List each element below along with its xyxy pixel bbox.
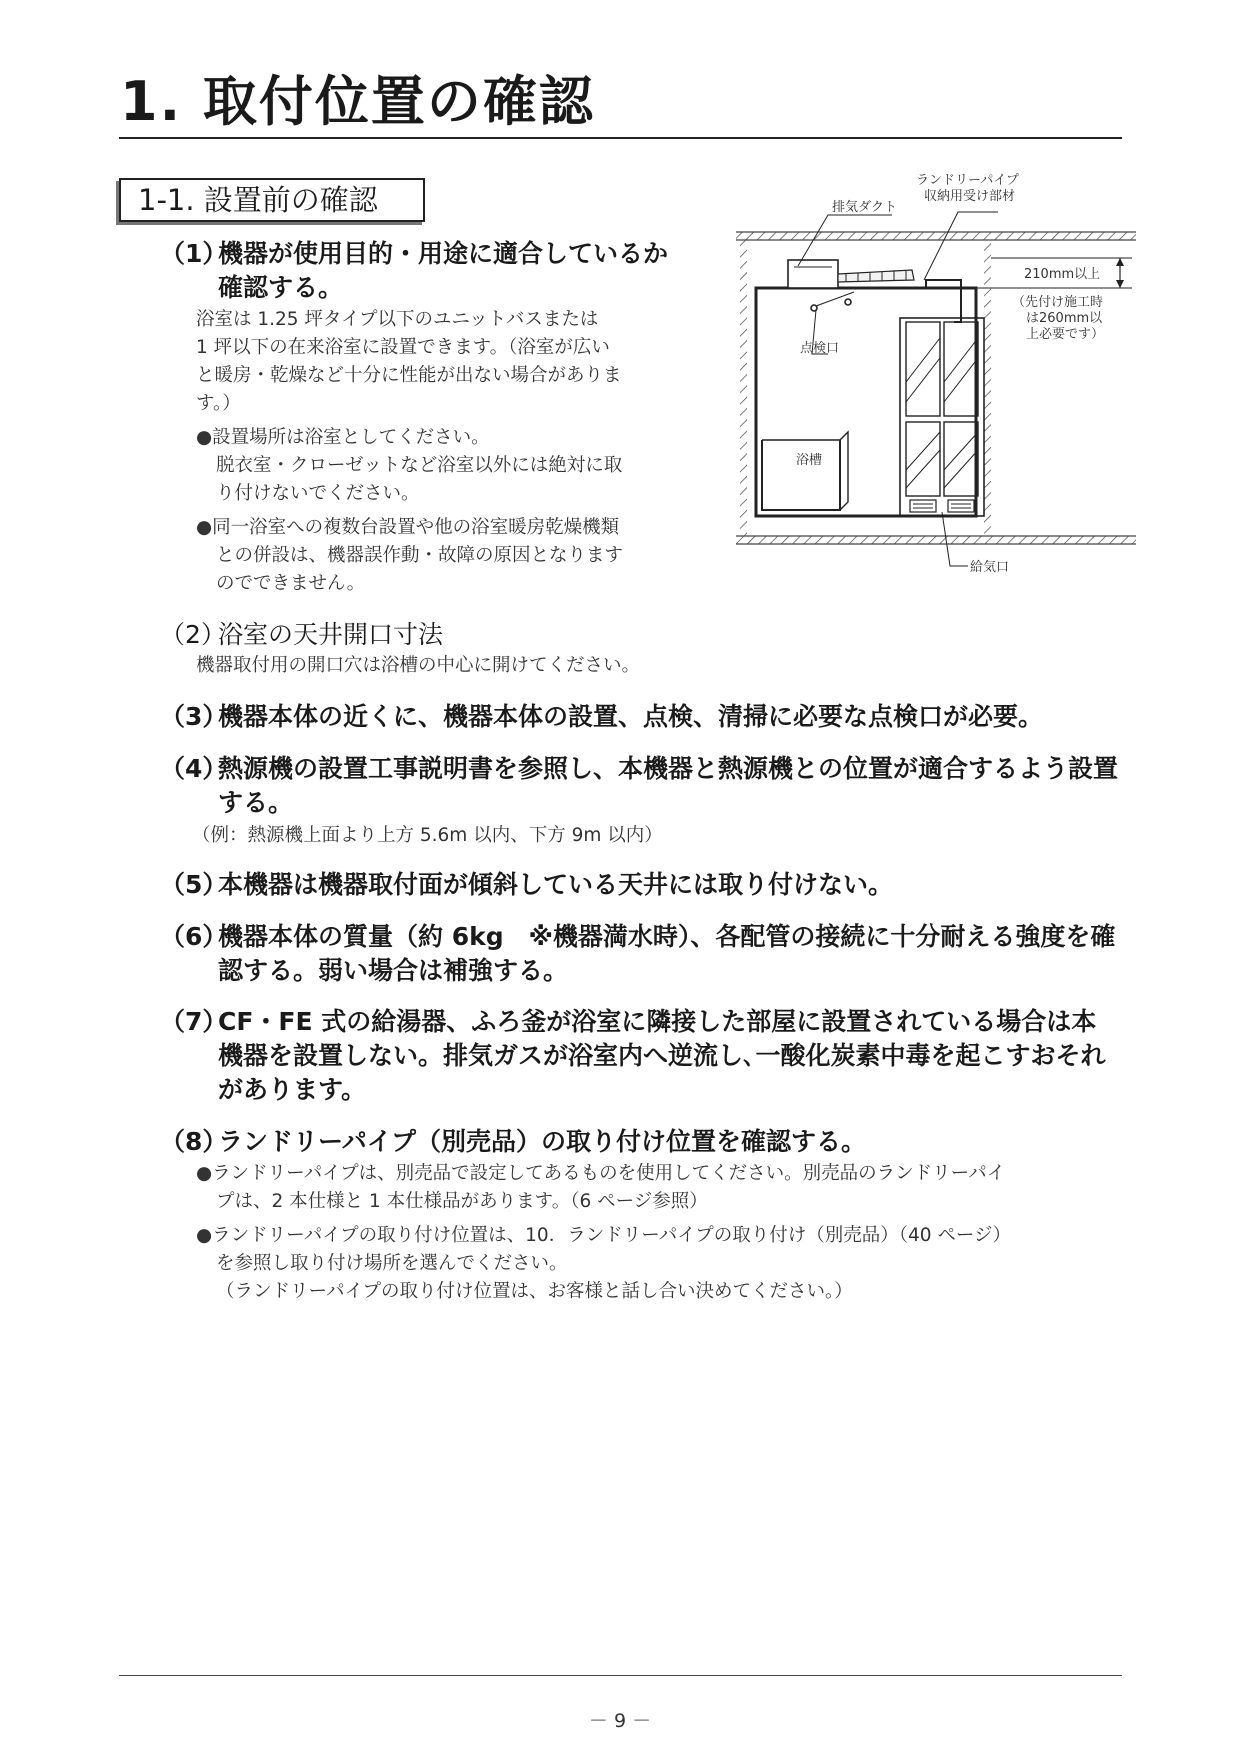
item-8-bullet2-line3: （ランドリーパイプの取り付け位置は、お客様と話し合い決めてください。）: [216, 1281, 853, 1302]
floor-slab: [736, 536, 1136, 544]
item-1-bullet1-line3: り付けないでください。: [216, 483, 420, 504]
item-2-heading: 浴室の天井開口寸法: [218, 620, 444, 649]
note-line2: は260mm以: [1026, 311, 1103, 326]
item-4-heading-line2: する。: [218, 788, 294, 817]
section-title: 1-1. 設置前の確認: [138, 183, 378, 217]
intake-vent-left: [910, 500, 936, 512]
note-line1: （先付け施工時: [1012, 295, 1104, 310]
item-4-number: （4）: [160, 754, 228, 783]
item-2-body: 機器取付用の開口穴は浴槽の中心に開けてください。: [196, 655, 641, 676]
bathtub: [762, 440, 840, 510]
label-laundry-pipe-line2: 収納用受け部材: [924, 189, 1016, 204]
storage-cabinet: [900, 318, 984, 516]
title-rule: [119, 137, 1122, 139]
page-title: 1. 取付位置の確認: [120, 70, 595, 133]
item-8-bullet2-line1: ●ランドリーパイプの取り付け位置は、10．ランドリーパイプの取り付け（別売品）（40 ページ）: [196, 1225, 1012, 1246]
item-1-body-line2: 1 坪以下の在来浴室に設置できます。（浴室が広い: [196, 337, 610, 358]
laundry-pipe-holder: [926, 280, 961, 322]
item-5-heading: 本機器は機器取付面が傾斜している天井には取り付けない。: [218, 870, 894, 899]
label-clearance: 210mm以上: [1024, 267, 1101, 282]
item-4-heading-line1: 熱源機の設置工事説明書を参照し、本機器と熱源機との位置が適合するよう設置: [218, 754, 1119, 783]
item-1-body-line1: 浴室は 1.25 坪タイプ以下のユニットバスまたは: [196, 309, 599, 330]
right-wall: [984, 240, 991, 536]
item-8-number: （8）: [160, 1127, 228, 1156]
item-7-number: （7）: [160, 1007, 228, 1036]
item-8-bullet2-line2: を参照し取り付け場所を選んでください。: [216, 1253, 568, 1274]
item-7-heading-line2: 機器を設置しない。排気ガスが浴室内へ逆流し､一酸化炭素中毒を起こすおそれ: [218, 1041, 1106, 1070]
item-3-heading: 機器本体の近くに、機器本体の設置、点検、清掃に必要な点検口が必要。: [218, 702, 1044, 731]
item-6-heading-line2: 認する。弱い場合は補強する。: [218, 956, 569, 985]
item-1-heading-line2: 確認する。: [218, 273, 344, 302]
item-8-heading: ランドリーパイプ（別売品）の取り付け位置を確認する。: [218, 1127, 867, 1156]
item-2-number: （2）: [160, 620, 226, 649]
footer-rule: [119, 1675, 1122, 1676]
item-1-body-line3: と暖房・乾燥など十分に性能が出ない場合がありま: [196, 365, 622, 386]
item-1-bullet1-line1: ●設置場所は浴室としてください。: [196, 427, 490, 448]
page-number: － 9 －: [588, 1710, 652, 1732]
item-1-bullet2-line1: ●同一浴室への複数台設置や他の浴室暖房乾燥機類: [196, 517, 620, 538]
label-inspection-port: 点検口: [800, 341, 840, 356]
installation-diagram: [736, 170, 1136, 580]
item-1-heading-line1: 機器が使用目的・用途に適合しているか: [218, 239, 669, 268]
bathroom-unit: [756, 288, 976, 516]
label-air-intake: 給気口: [970, 560, 1010, 575]
left-wall: [740, 240, 747, 536]
item-6-number: （6）: [160, 922, 228, 951]
heater-unit: [788, 260, 838, 288]
item-7-heading-line3: があります。: [218, 1075, 367, 1104]
item-6-heading-line1: 機器本体の質量（約 6kg ※機器満水時）、各配管の接続に十分耐える強度を確: [218, 922, 1116, 951]
exhaust-duct: [838, 270, 914, 282]
label-bathtub: 浴槽: [796, 453, 823, 468]
label-laundry-pipe-line1: ランドリーパイプ: [916, 173, 1019, 188]
item-8-bullet1-line1: ●ランドリーパイプは、別売品で設定してあるものを使用してください。別売品のランドリーパイ: [196, 1163, 1006, 1184]
item-5-number: （5）: [160, 870, 228, 899]
item-4-body: （例：熱源機上面より上方 5.6m 以内、下方 9m 以内）: [192, 825, 663, 846]
item-1-number: （1）: [160, 239, 228, 268]
label-exhaust-duct: 排気ダクト: [832, 200, 898, 215]
item-7-heading-line1: CF・FE 式の給湯器、ふろ釜が浴室に隣接した部屋に設置されている場合は本: [218, 1007, 1097, 1036]
item-1-body-line4: す。）: [196, 393, 241, 414]
item-1-bullet2-line3: のでできません。: [216, 573, 366, 594]
item-1-bullet1-line2: 脱衣室・クローゼットなど浴室以外には絶対に取: [216, 455, 623, 476]
ceiling-slab: [736, 232, 1136, 240]
item-3-number: （3）: [160, 702, 228, 731]
item-1-bullet2-line2: との併設は、機器誤作動・故障の原因となります: [216, 545, 624, 566]
item-8-bullet1-line2: プは、2 本仕様と 1 本仕様品があります。（6 ページ参照）: [216, 1191, 708, 1212]
note-line3: 上必要です）: [1026, 327, 1105, 342]
intake-vent-right: [948, 500, 974, 512]
